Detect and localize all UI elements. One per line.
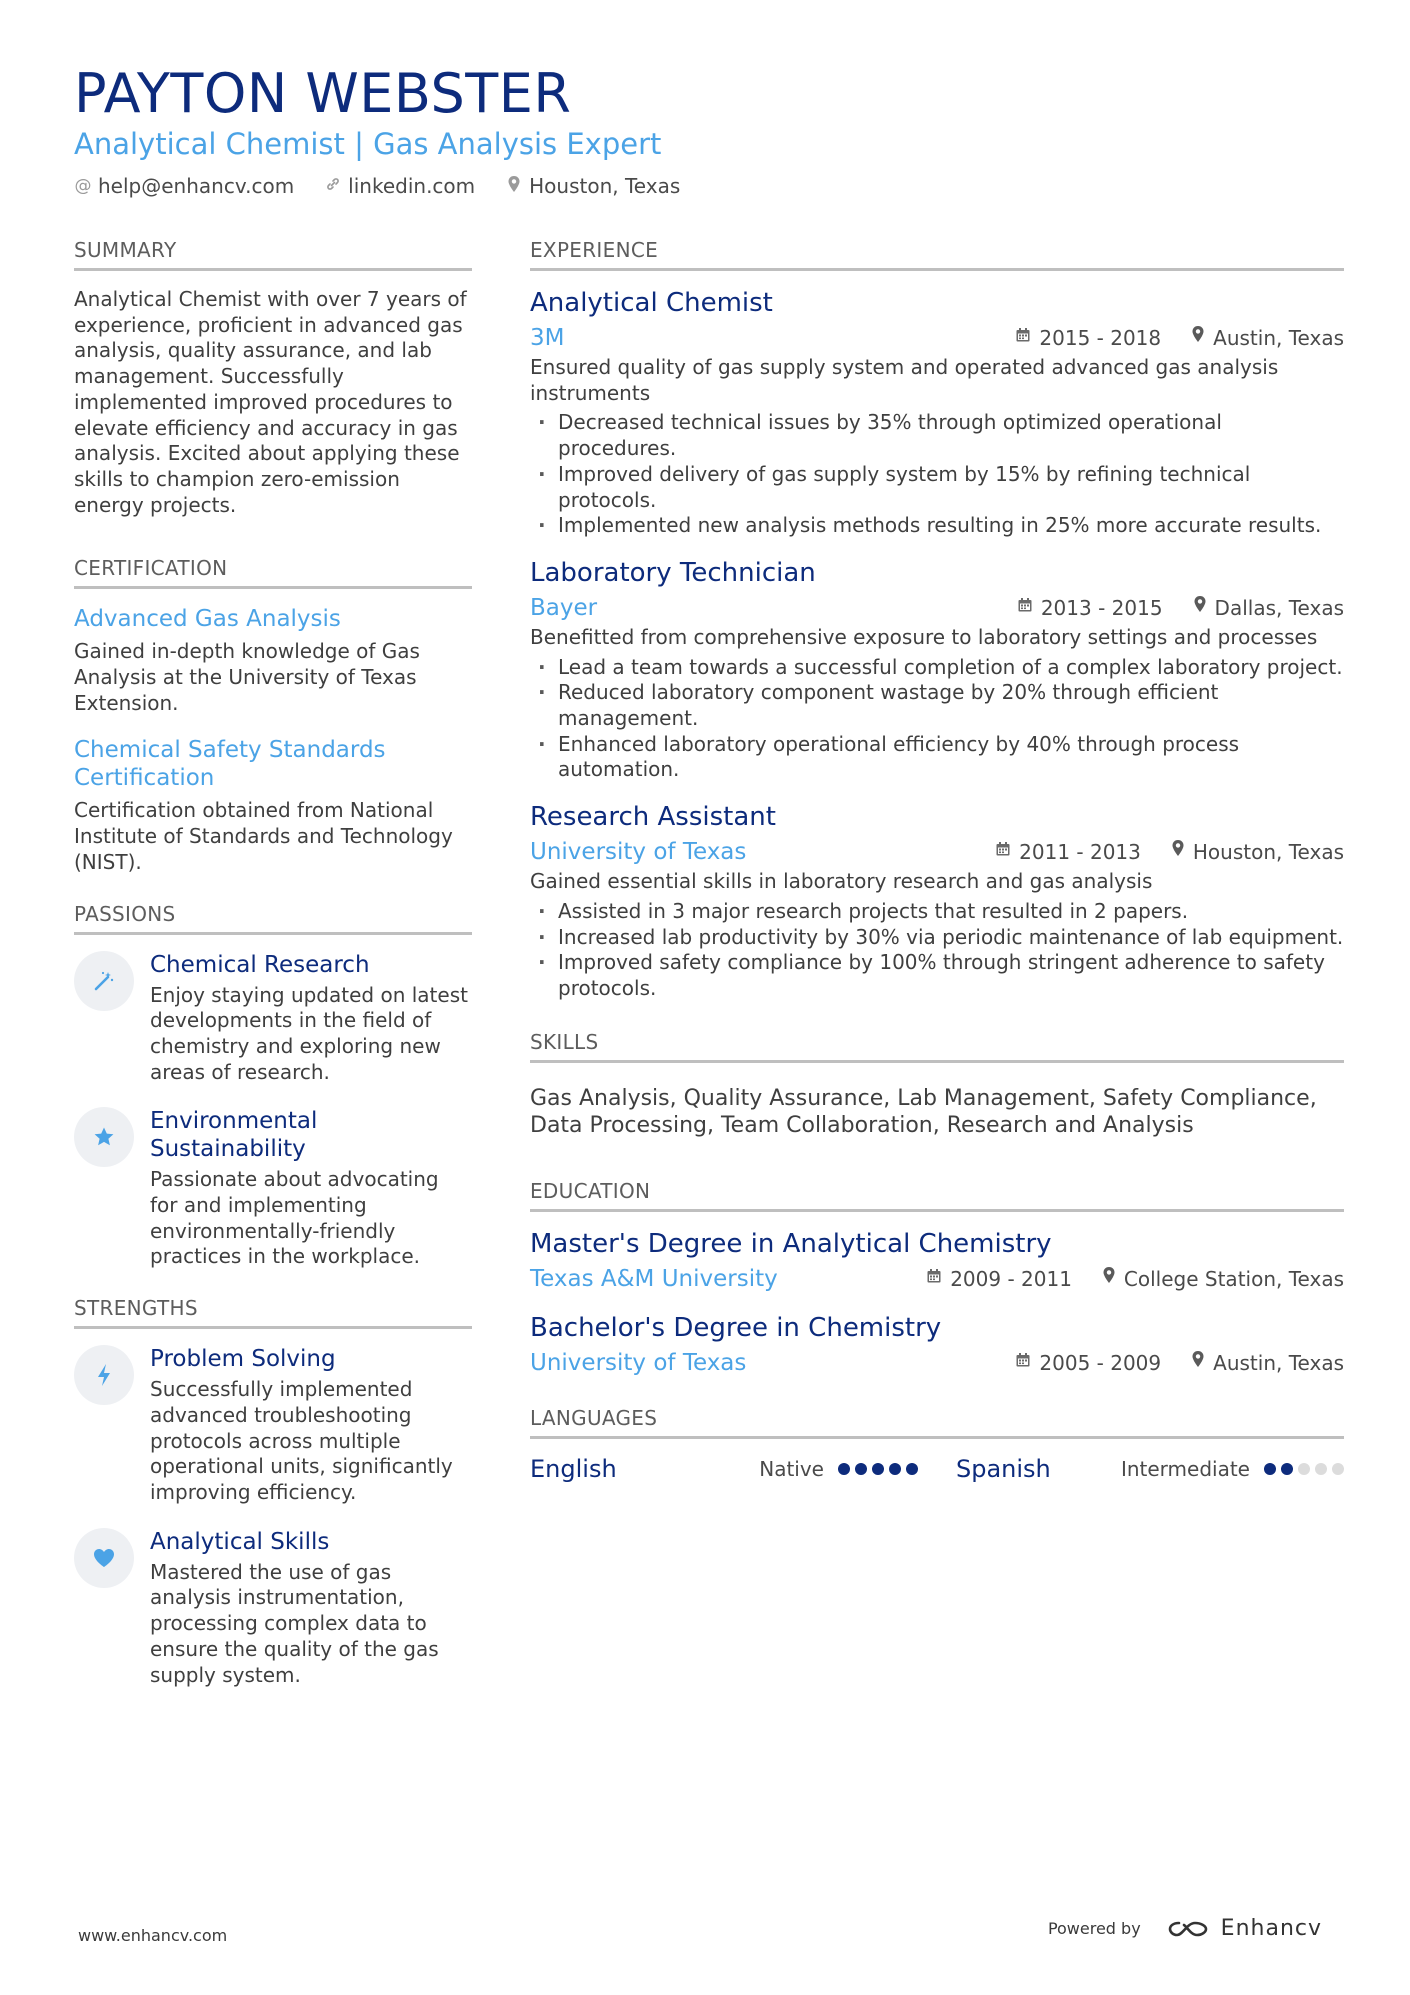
- passions-heading: PASSIONS: [74, 902, 472, 935]
- location-icon: [505, 175, 523, 198]
- job-location: Dallas, Texas: [1214, 595, 1344, 620]
- language-name: Spanish: [956, 1454, 1051, 1483]
- job-title: Research Assistant: [530, 802, 776, 833]
- strength-item: [74, 1528, 472, 1689]
- school-name: Texas A&M University: [530, 1265, 778, 1292]
- certification-section: [74, 556, 472, 875]
- strengths-section: [74, 1296, 472, 1688]
- job-bullet: · Improved safety compliance by 100% through stringent adherence to safety protocols.: [530, 950, 1344, 1001]
- job-bullets: [530, 655, 1344, 784]
- passion-title: Environmental Sustainability: [150, 1108, 318, 1163]
- calendar-icon: [926, 1264, 942, 1294]
- experience-entry: [530, 801, 1344, 1002]
- rating-dot: [855, 1463, 867, 1475]
- strengths-heading: STRENGTHS: [74, 1296, 472, 1329]
- resume-header: [74, 62, 1344, 198]
- job-bullet: · Implemented new analysis methods resulting in 25% more accurate results.: [530, 513, 1344, 539]
- contact-email-text: help@enhancv.com: [98, 174, 295, 198]
- job-bullet: · Improved delivery of gas supply system by 15% by refining technical protocols.: [530, 462, 1344, 513]
- job-company: University of Texas: [530, 839, 747, 866]
- job-title: Laboratory Technician: [530, 557, 816, 588]
- job-bullet: · Increased lab productivity by 30% via periodic maintenance of lab equipment.: [530, 925, 1344, 951]
- languages-section: [530, 1406, 1344, 1483]
- education-dates: 2009 - 2011: [950, 1266, 1072, 1291]
- job-description: Gained essential skills in laboratory research and gas analysis: [530, 869, 1153, 894]
- job-bullet: · Reduced laboratory component wastage by 20% through efficient management.: [530, 680, 1344, 731]
- education-location: College Station, Texas: [1123, 1266, 1344, 1291]
- skills-text: Gas Analysis, Quality Assurance, Lab Management, Safety Compliance, Data Processing, Team Collaboration, Research and Analysis: [530, 1085, 1317, 1138]
- strength-text: Successfully implemented advanced troubleshooting protocols across multiple operational units, significantly improving efficiency.: [150, 1377, 453, 1504]
- certification-heading: CERTIFICATION: [74, 556, 472, 589]
- strength-title: Analytical Skills: [150, 1528, 330, 1555]
- education-heading: EDUCATION: [530, 1179, 1344, 1212]
- language-level: Native: [759, 1456, 824, 1481]
- contact-linkedin[interactable]: [324, 174, 475, 198]
- rating-dot: [889, 1463, 901, 1475]
- brand-name: Enhancv: [1220, 1916, 1322, 1941]
- strength-title: Problem Solving: [150, 1346, 336, 1373]
- job-bullet: · Lead a team towards a successful completion of a complex laboratory project.: [530, 655, 1344, 681]
- passion-item: [74, 1107, 472, 1270]
- job-description: Ensured quality of gas supply system and operated advanced gas analysis instruments: [530, 355, 1279, 405]
- school-name: University of Texas: [530, 1349, 747, 1376]
- rating-dot: [872, 1463, 884, 1475]
- magic-wand-icon: [74, 951, 134, 1011]
- job-bullet: · Assisted in 3 major research projects that resulted in 2 papers.: [530, 899, 1344, 925]
- location-icon: [1102, 1264, 1116, 1294]
- degree-title: Master's Degree in Analytical Chemistry: [530, 1228, 1052, 1259]
- link-icon: [324, 176, 342, 197]
- education-location: Austin, Texas: [1213, 1350, 1344, 1375]
- job-dates: 2015 - 2018: [1039, 326, 1162, 350]
- job-title: Analytical Chemist: [530, 288, 773, 318]
- star-icon: [74, 1107, 134, 1167]
- lightning-icon: [74, 1345, 134, 1405]
- job-bullet: · Enhanced laboratory operational efficiency by 40% through process automation.: [530, 732, 1344, 783]
- language-rating: [838, 1463, 918, 1475]
- language-item: [956, 1455, 1344, 1483]
- right-column: [530, 238, 1344, 1523]
- job-company: 3M: [530, 325, 565, 351]
- certification-item: [74, 605, 472, 716]
- passion-text: Enjoy staying updated on latest developments in the field of chemistry and exploring new areas of research.: [150, 982, 468, 1084]
- certification-item: [74, 736, 472, 875]
- experience-section: [530, 238, 1344, 1002]
- languages-heading: LANGUAGES: [530, 1406, 1344, 1439]
- strength-item: [74, 1345, 472, 1506]
- passions-section: [74, 902, 472, 1271]
- summary-text: Analytical Chemist with over 7 years of experience, proficient in advanced gas analysis, quality assurance, and lab management. Successfully implemented improved procedures to elevate efficiency and accuracy in gas analysis. Excited about applying these skills to champion zero-emission energy projects.: [74, 287, 467, 517]
- job-dates: 2013 - 2015: [1040, 595, 1163, 620]
- job-company: Bayer: [530, 594, 598, 621]
- language-rating: [1264, 1463, 1344, 1475]
- job-location: Austin, Texas: [1213, 326, 1344, 350]
- skills-section: [530, 1030, 1344, 1139]
- candidate-title: Analytical Chemist | Gas Analysis Expert: [74, 127, 662, 161]
- infinity-icon: [1167, 1917, 1213, 1941]
- passion-item: [74, 951, 472, 1086]
- language-name: English: [530, 1454, 617, 1483]
- contact-location: [505, 174, 680, 198]
- calendar-icon: [995, 837, 1011, 867]
- rating-dot: [1315, 1463, 1327, 1475]
- strength-text: Mastered the use of gas analysis instrumentation, processing complex data to ensure the quality of the gas supply system.: [150, 1559, 439, 1687]
- job-bullet: · Decreased technical issues by 35% through optimized operational procedures.: [530, 410, 1344, 461]
- degree-title: Bachelor's Degree in Chemistry: [530, 1312, 942, 1343]
- passion-text: Passionate about advocating for and implementing environmentally-friendly practices in the workplace.: [150, 1167, 439, 1269]
- education-section: [530, 1179, 1344, 1378]
- location-icon: [1171, 837, 1185, 867]
- education-entry: [530, 1312, 1344, 1378]
- contact-email[interactable]: [74, 174, 294, 198]
- heart-icon: [74, 1528, 134, 1588]
- rating-dot: [1298, 1463, 1310, 1475]
- calendar-icon: [1015, 323, 1031, 353]
- calendar-icon: [1017, 593, 1033, 623]
- location-icon: [1191, 323, 1205, 353]
- job-description: Benefitted from comprehensive exposure to laboratory settings and processes: [530, 624, 1318, 649]
- certification-text: Certification obtained from National Institute of Standards and Technology (NIST).: [74, 798, 453, 874]
- footer-branding: [1048, 1916, 1322, 1941]
- experience-entry: [530, 287, 1344, 539]
- certification-text: Gained in-depth knowledge of Gas Analysis at the University of Texas Extension.: [74, 639, 420, 715]
- at-icon: @: [74, 176, 92, 196]
- passion-title: Chemical Research: [150, 951, 370, 978]
- summary-section: [74, 238, 472, 518]
- job-bullets: [530, 410, 1344, 539]
- contact-linkedin-text: linkedin.com: [348, 174, 476, 198]
- language-item: [530, 1455, 918, 1483]
- enhancv-logo[interactable]: [1167, 1916, 1322, 1941]
- job-bullets: [530, 899, 1344, 1002]
- language-level: Intermediate: [1120, 1456, 1250, 1481]
- summary-heading: SUMMARY: [74, 238, 472, 271]
- rating-dot: [838, 1463, 850, 1475]
- rating-dot: [906, 1463, 918, 1475]
- candidate-name: PAYTON WEBSTER: [74, 62, 572, 125]
- skills-heading: SKILLS: [530, 1030, 1344, 1063]
- contact-location-text: Houston, Texas: [529, 174, 681, 198]
- job-location: Houston, Texas: [1192, 840, 1344, 865]
- certification-title: Advanced Gas Analysis: [74, 606, 341, 633]
- rating-dot: [1281, 1463, 1293, 1475]
- footer-website[interactable]: www.enhancv.com: [78, 1926, 228, 1945]
- education-entry: [530, 1228, 1344, 1294]
- rating-dot: [1264, 1463, 1276, 1475]
- experience-heading: EXPERIENCE: [530, 238, 1344, 271]
- education-dates: 2005 - 2009: [1039, 1350, 1162, 1375]
- contact-list: [74, 174, 1344, 198]
- location-icon: [1193, 593, 1207, 623]
- powered-by-label: Powered by: [1047, 1919, 1141, 1938]
- left-column: [74, 238, 472, 1726]
- calendar-icon: [1015, 1348, 1031, 1378]
- location-icon: [1191, 1348, 1205, 1378]
- certification-title: Chemical Safety Standards Certification: [74, 737, 386, 792]
- job-dates: 2011 - 2013: [1019, 840, 1141, 865]
- rating-dot: [1332, 1463, 1344, 1475]
- experience-entry: [530, 557, 1344, 783]
